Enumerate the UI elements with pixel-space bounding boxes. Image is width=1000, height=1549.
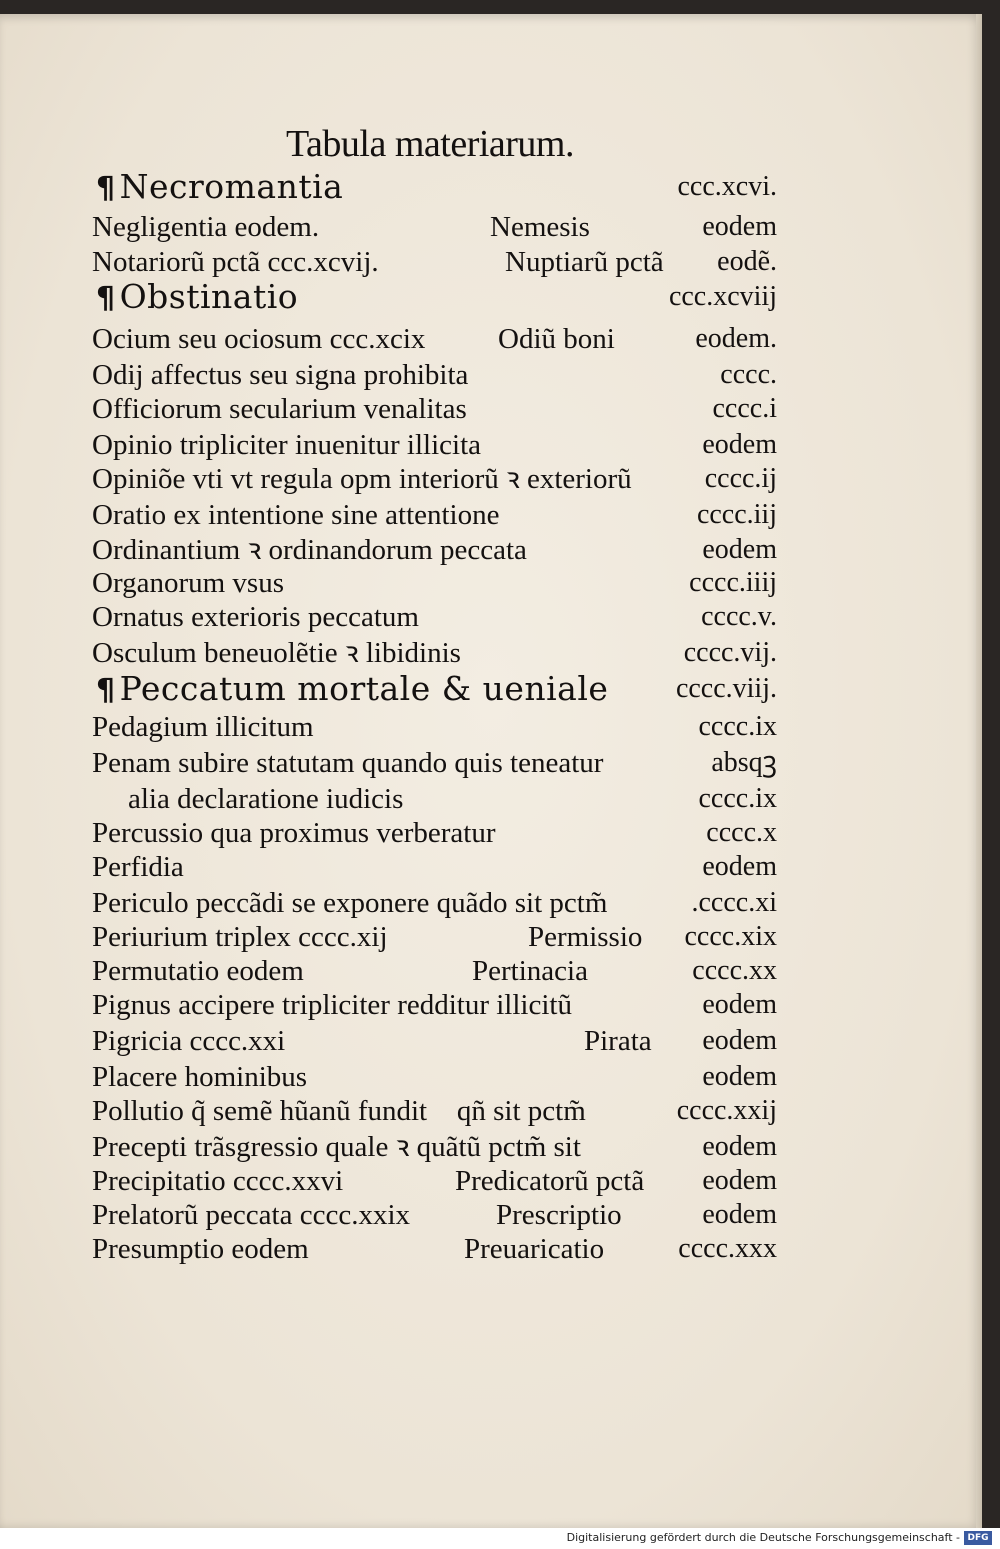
footer-bar bbox=[0, 1528, 1000, 1549]
entry-heading bbox=[92, 1130, 581, 1164]
entry-line bbox=[0, 669, 982, 708]
entry-text: Permutatio eodem bbox=[92, 955, 304, 987]
entry-heading bbox=[92, 428, 481, 462]
entry-reference: eodem bbox=[702, 1131, 777, 1162]
entry-reference: eodem. bbox=[695, 323, 777, 354]
entry-text: Precipitatio cccc.xxvi bbox=[92, 1165, 344, 1197]
entry-heading bbox=[92, 710, 314, 744]
entry-text: Precepti trãsgressio quale ꝛ quãtũ pctm̃ sit bbox=[92, 1131, 581, 1163]
entry-text: Ordinantium ꝛ ordinandorum peccata bbox=[92, 534, 527, 566]
entry-reference: absqꝫ bbox=[711, 747, 777, 778]
entry-text: Osculum beneuolẽtie ꝛ libidinis bbox=[92, 637, 461, 669]
entry-reference: cccc.xx bbox=[692, 955, 777, 986]
entry-text: Odij affectus seu signa prohibita bbox=[92, 359, 469, 391]
entry-reference: cccc. bbox=[720, 359, 777, 390]
entry-text: Pigricia cccc.xxi bbox=[92, 1025, 286, 1057]
entry-reference: eodem bbox=[702, 1199, 777, 1230]
entry-reference: eodem bbox=[702, 534, 777, 565]
entry-line bbox=[0, 322, 982, 356]
entry-heading bbox=[92, 1232, 309, 1266]
entry-second: Predicatorũ pctã bbox=[455, 1165, 645, 1197]
entry-heading bbox=[92, 358, 468, 392]
entry-line bbox=[0, 1198, 982, 1232]
entry-text: Prelatorũ peccata cccc.xxix bbox=[92, 1199, 411, 1231]
entry-heading bbox=[92, 1094, 586, 1128]
entry-reference: cccc.iiij bbox=[689, 567, 777, 598]
entry-line bbox=[0, 954, 982, 988]
entry-heading bbox=[92, 392, 467, 426]
entry-line bbox=[0, 358, 982, 392]
entry-reference: cccc.ix bbox=[698, 783, 777, 814]
entry-second: Permissio bbox=[528, 921, 643, 953]
entry-line bbox=[0, 392, 982, 426]
entry-second: Pirata bbox=[584, 1025, 652, 1057]
entry-line bbox=[0, 850, 982, 884]
entry-line bbox=[0, 428, 982, 462]
entry-line bbox=[0, 462, 982, 496]
entry-reference: ccc.xcviij bbox=[668, 281, 777, 312]
entry-line bbox=[0, 245, 982, 279]
entry-heading bbox=[92, 498, 500, 532]
entry-reference: cccc.viij. bbox=[675, 673, 777, 704]
entry-reference: eodem bbox=[702, 851, 777, 882]
entry-text: Periurium triplex cccc.xij bbox=[92, 921, 388, 953]
entry-reference: cccc.ij bbox=[704, 463, 777, 494]
entry-line bbox=[0, 816, 982, 850]
entry-line bbox=[0, 710, 982, 744]
entry-text: Pollutio q̃ semẽ hũanũ funditᷣ qñ sit pctm̃ bbox=[92, 1095, 586, 1127]
entry-line bbox=[0, 1024, 982, 1058]
entry-line bbox=[0, 746, 982, 780]
entry-heading bbox=[96, 669, 609, 708]
entry-reference: cccc.xxx bbox=[678, 1233, 777, 1264]
entry-text: Presumptio eodem bbox=[92, 1233, 309, 1265]
entry-text: Ocium seu ociosum ccc.xcix bbox=[92, 323, 426, 355]
entry-heading bbox=[92, 1198, 410, 1232]
entry-text: Organorum vsus bbox=[92, 567, 284, 599]
entry-line bbox=[0, 886, 982, 920]
entry-line bbox=[0, 498, 982, 532]
entry-text: Ornatus exterioris peccatum bbox=[92, 601, 419, 633]
entry-heading bbox=[92, 322, 425, 356]
entry-reference: cccc.vij. bbox=[683, 637, 777, 668]
pilcrow-mark: ¶ bbox=[96, 281, 116, 316]
entry-reference: ccc.xcvi. bbox=[677, 171, 777, 202]
entry-reference: cccc.xix bbox=[684, 921, 777, 952]
entry-text: Penam subire statutam quando quis teneatur bbox=[92, 747, 604, 779]
entry-second: Preuaricatio bbox=[464, 1233, 605, 1265]
entry-line bbox=[0, 600, 982, 634]
entry-text: Pedagium illicitum bbox=[92, 711, 314, 743]
entry-reference: eodem bbox=[702, 211, 777, 242]
dfg-logo: DFG bbox=[964, 1531, 992, 1545]
entry-line bbox=[0, 988, 982, 1022]
entry-text: Necromantia bbox=[119, 167, 344, 206]
entry-heading bbox=[92, 600, 419, 634]
entry-text: alia declaratione iudicis bbox=[128, 783, 404, 815]
entry-line bbox=[0, 167, 982, 206]
page-title: Tabula materiarum. bbox=[286, 123, 574, 165]
entry-reference: eodem bbox=[702, 429, 777, 460]
entry-second: Nuptiarũ pctã bbox=[505, 246, 664, 278]
entry-heading bbox=[92, 210, 319, 244]
entry-text: Pignus accipere tripliciter redditur illicitũ bbox=[92, 989, 572, 1021]
entry-text: Negligentia eodem. bbox=[92, 211, 320, 243]
entry-line bbox=[0, 1164, 982, 1198]
entry-heading bbox=[92, 886, 607, 920]
entry-heading bbox=[92, 920, 388, 954]
entry-line bbox=[0, 920, 982, 954]
entry-line bbox=[0, 1094, 982, 1128]
entry-heading bbox=[92, 1024, 285, 1058]
entry-heading bbox=[96, 167, 344, 206]
entry-reference: .cccc.xi bbox=[691, 887, 777, 918]
entry-line bbox=[0, 210, 982, 244]
entry-reference: cccc.i bbox=[712, 393, 777, 424]
entry-heading bbox=[92, 1060, 307, 1094]
entry-reference: cccc.xxij bbox=[676, 1095, 777, 1126]
entry-heading bbox=[92, 816, 495, 850]
entry-reference: eodem bbox=[702, 1061, 777, 1092]
entry-line bbox=[0, 636, 982, 670]
entry-heading bbox=[92, 533, 527, 567]
entry-text: Opiniõe vti vt regula opm interiorũ ꝛ exteriorũ bbox=[92, 463, 632, 495]
entry-second: Nemesis bbox=[490, 211, 590, 243]
entry-text: Officiorum secularium venalitas bbox=[92, 393, 467, 425]
entry-text: Obstinatio bbox=[119, 277, 299, 316]
entry-reference: cccc.iij bbox=[696, 499, 777, 530]
entry-reference: eodem bbox=[702, 1025, 777, 1056]
entry-heading bbox=[92, 988, 572, 1022]
entry-text: Percussio qua proximus verberatur bbox=[92, 817, 496, 849]
entry-heading bbox=[92, 850, 184, 884]
entry-line bbox=[0, 1060, 982, 1094]
entry-line bbox=[0, 1130, 982, 1164]
pilcrow-mark: ¶ bbox=[96, 673, 116, 708]
entry-heading bbox=[92, 245, 379, 279]
entry-text: Placere hominibus bbox=[92, 1061, 308, 1093]
entry-text: Periculo peccãdi se exponere quãdo sit pctm̃ bbox=[92, 887, 608, 919]
entry-heading bbox=[96, 277, 299, 316]
entry-text: Notariorũ pctã ccc.xcvij. bbox=[92, 246, 379, 278]
entry-heading bbox=[92, 746, 603, 780]
entry-heading bbox=[92, 636, 461, 670]
entry-line bbox=[0, 782, 982, 816]
entry-heading bbox=[128, 782, 403, 816]
entry-text: Perfidia bbox=[92, 851, 184, 883]
entry-second: Prescriptio bbox=[496, 1199, 622, 1231]
entry-reference: cccc.x bbox=[706, 817, 777, 848]
entry-reference: eodem bbox=[702, 1165, 777, 1196]
entry-reference: eodem bbox=[702, 989, 777, 1020]
entry-reference: eodẽ. bbox=[717, 246, 777, 277]
entry-heading bbox=[92, 954, 304, 988]
entry-text: Opinio tripliciter inuenitur illicita bbox=[92, 429, 481, 461]
entry-second: Odiũ boni bbox=[498, 323, 615, 355]
pilcrow-mark: ¶ bbox=[96, 171, 116, 206]
entry-reference: cccc.v. bbox=[701, 601, 777, 632]
entry-heading bbox=[92, 566, 284, 600]
entry-line bbox=[0, 566, 982, 600]
entry-text: Oratio ex intentione sine attentione bbox=[92, 499, 500, 531]
entry-line bbox=[0, 1232, 982, 1266]
entry-line bbox=[0, 277, 982, 316]
entry-line bbox=[0, 533, 982, 567]
entry-second: Pertinacia bbox=[472, 955, 588, 987]
funding-note: Digitalisierung gefördert durch die Deutsche Forschungsgemeinschaft - bbox=[566, 1531, 960, 1544]
entry-text: Peccatum mortale & ueniale bbox=[119, 669, 609, 708]
entry-heading bbox=[92, 462, 632, 496]
entry-reference: cccc.ix bbox=[698, 711, 777, 742]
entry-heading bbox=[92, 1164, 343, 1198]
